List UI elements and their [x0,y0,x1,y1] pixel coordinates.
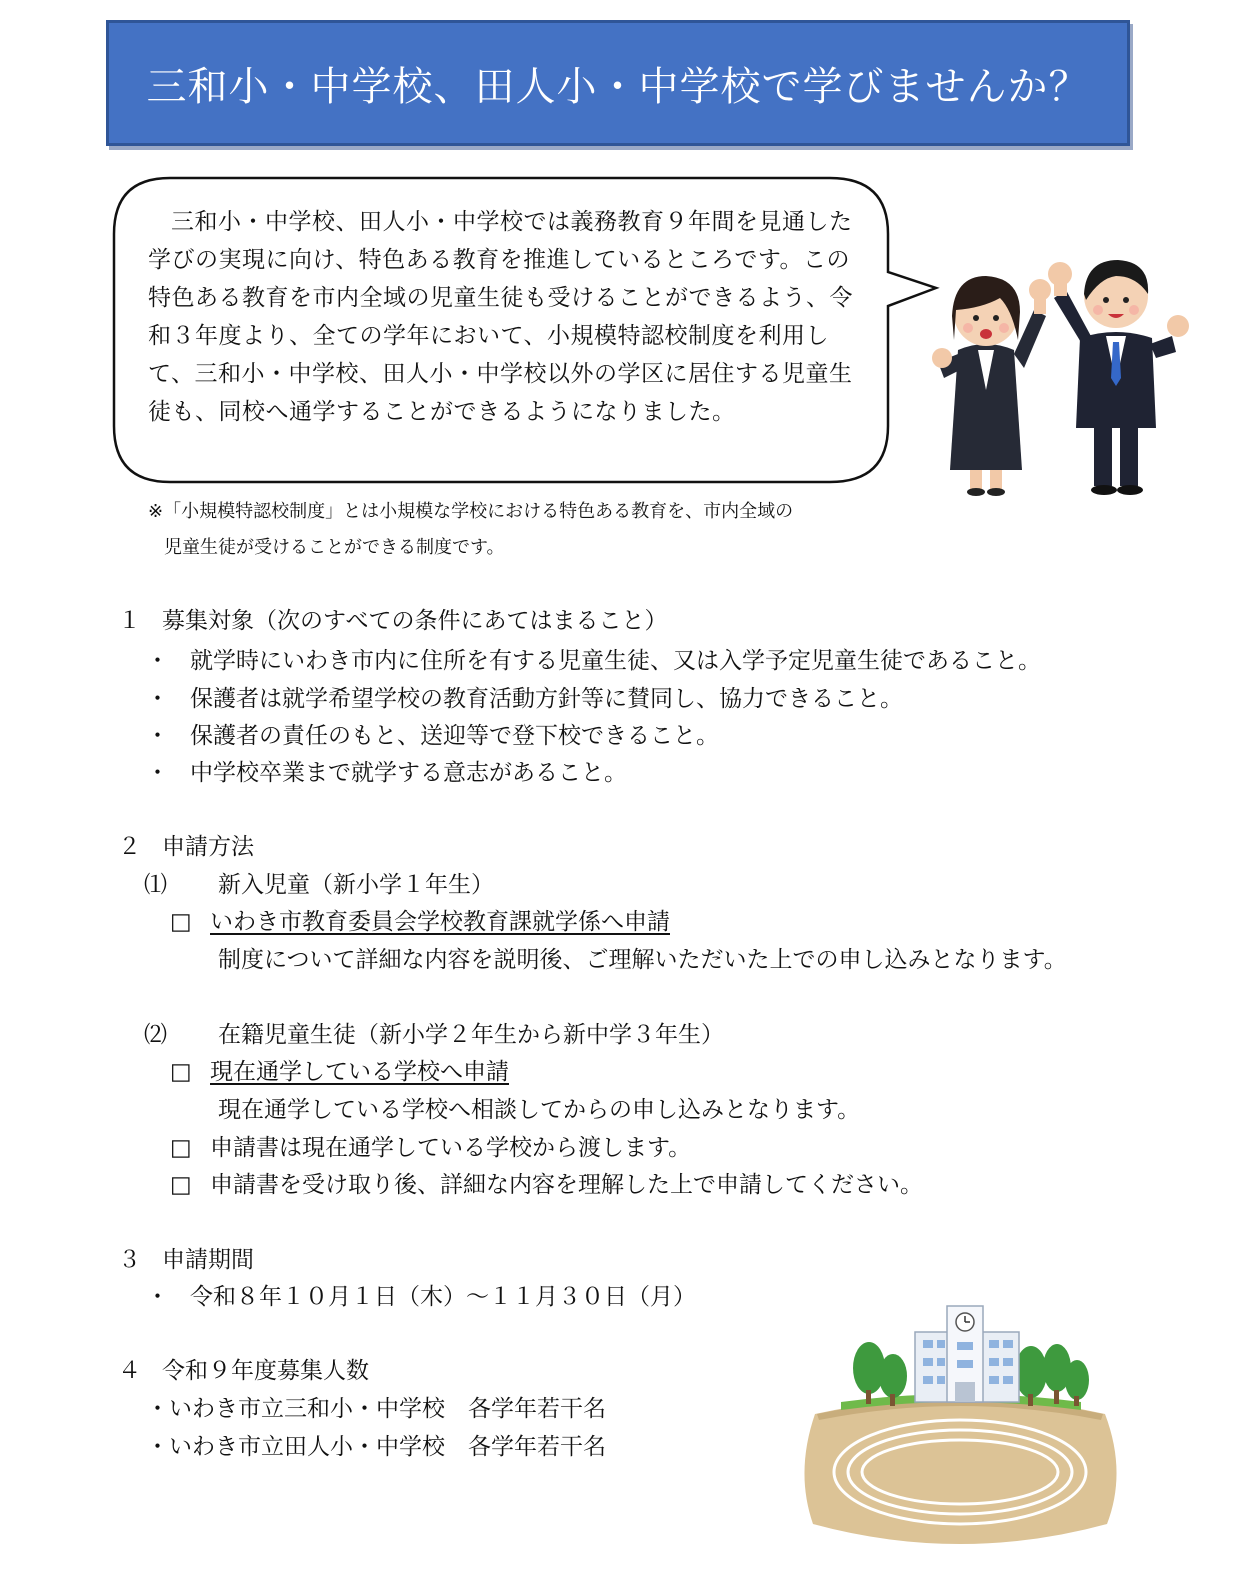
description: 制度について詳細な内容を説明後、ご理解いただいた上での申し込みとなります。 [218,947,1067,973]
section-2-heading [118,832,254,862]
page-title: 三和小・中学校、田人小・中学校で学びませんか？ [146,63,1090,110]
man-figure [1048,260,1189,495]
subsection-2-heading [144,1020,724,1050]
school-with-track-illustration [795,1302,1125,1564]
list-item-text: 保護者は就学希望学校の教育活動方針等に賛同し、協力できること。 [190,686,903,712]
list-item [146,646,1041,676]
subsection-2-number: ⑵ [144,1022,167,1048]
subsection-2-title: 在籍児童生徒（新小学２年生から新中学３年生） [218,1022,724,1048]
section-4-heading [118,1356,369,1386]
checkbox-icon: □ [170,1135,192,1161]
checkbox-item [170,1170,923,1200]
list-item-text: 中学校卒業まで就学する意志があること。 [190,760,627,786]
section-3-heading [118,1245,254,1275]
subsection-1-number: ⑴ [144,872,167,898]
recruit-school: ・いわき市立三和小・中学校 各学年若干名 [146,1396,606,1422]
section-2-title: 申請方法 [162,834,254,860]
bullet: ・ [146,723,169,749]
note-line-2: 児童生徒が受けることができる制度です。 [164,537,505,558]
note [148,494,948,566]
list-item [146,684,903,714]
description: 現在通学している学校へ相談してからの申し込みとなります。 [218,1097,861,1123]
section-3-title: 申請期間 [162,1247,254,1273]
apply-target-new: いわき市教育委員会学校教育課就学係へ申請 [210,909,670,935]
section-1-heading [118,606,668,636]
checkbox-item [170,1133,691,1163]
note-line-1: ※「小規模特認校制度」とは小規模な学校における特色ある教育を、市内全域の [148,501,794,522]
subsection-1-heading [144,870,494,900]
checkbox-item [170,1057,509,1087]
checkbox-icon: □ [170,1059,192,1085]
bullet: ・ [146,760,169,786]
section-4-number: ４ [118,1358,141,1384]
intro-text [148,203,860,431]
woman-figure [932,276,1051,496]
list-item-text: 就学時にいわき市内に住所を有する児童生徒、又は入学予定児童生徒であること。 [190,648,1041,674]
checkbox-item [170,907,670,937]
list-item-text: 保護者の責任のもと、送迎等で登下校できること。 [190,723,719,749]
intro-paragraph: 三和小・中学校、田人小・中学校では義務教育９年間を見通した学びの実現に向け、特色ある教育を推進しているところです。この特色ある教育を市内全域の児童生徒も受けることができるよう、令和３年度より、全ての学年において、小規模特認校制度を利用して、三和小・中学校、田人小・中学校以外の学区に居住する児童生徒も、同校へ通学することができるようになりました。 [148,209,853,425]
bullet: ・ [146,686,169,712]
recruit-school: ・いわき市立田人小・中学校 各学年若干名 [146,1434,606,1460]
subsection-1-title: 新入児童（新小学１年生） [218,872,494,898]
section-4-title: 令和９年度募集人数 [162,1358,369,1384]
two-people-cheering-illustration [930,250,1200,500]
period-text: 令和８年１０月１日（木）～１１月３０日（月） [190,1284,696,1310]
checkbox-item-text: 申請書は現在通学している学校から渡します。 [210,1135,692,1161]
section-2-number: ２ [118,834,141,860]
list-item [146,721,719,751]
title-banner [106,20,1130,146]
section-3-number: ３ [118,1247,141,1273]
bullet: ・ [146,1284,169,1310]
bullet: ・ [146,648,169,674]
list-item [146,758,627,788]
checkbox-icon: □ [170,909,192,935]
section-1-title: 募集対象（次のすべての条件にあてはまること） [162,608,668,634]
section-1-number: １ [118,608,141,634]
checkbox-item-text: 申請書を受け取り後、詳細な内容を理解した上で申請してください。 [210,1172,923,1198]
application-period [146,1282,696,1312]
checkbox-icon: □ [170,1172,192,1198]
apply-target-enrolled: 現在通学している学校へ申請 [210,1059,509,1085]
